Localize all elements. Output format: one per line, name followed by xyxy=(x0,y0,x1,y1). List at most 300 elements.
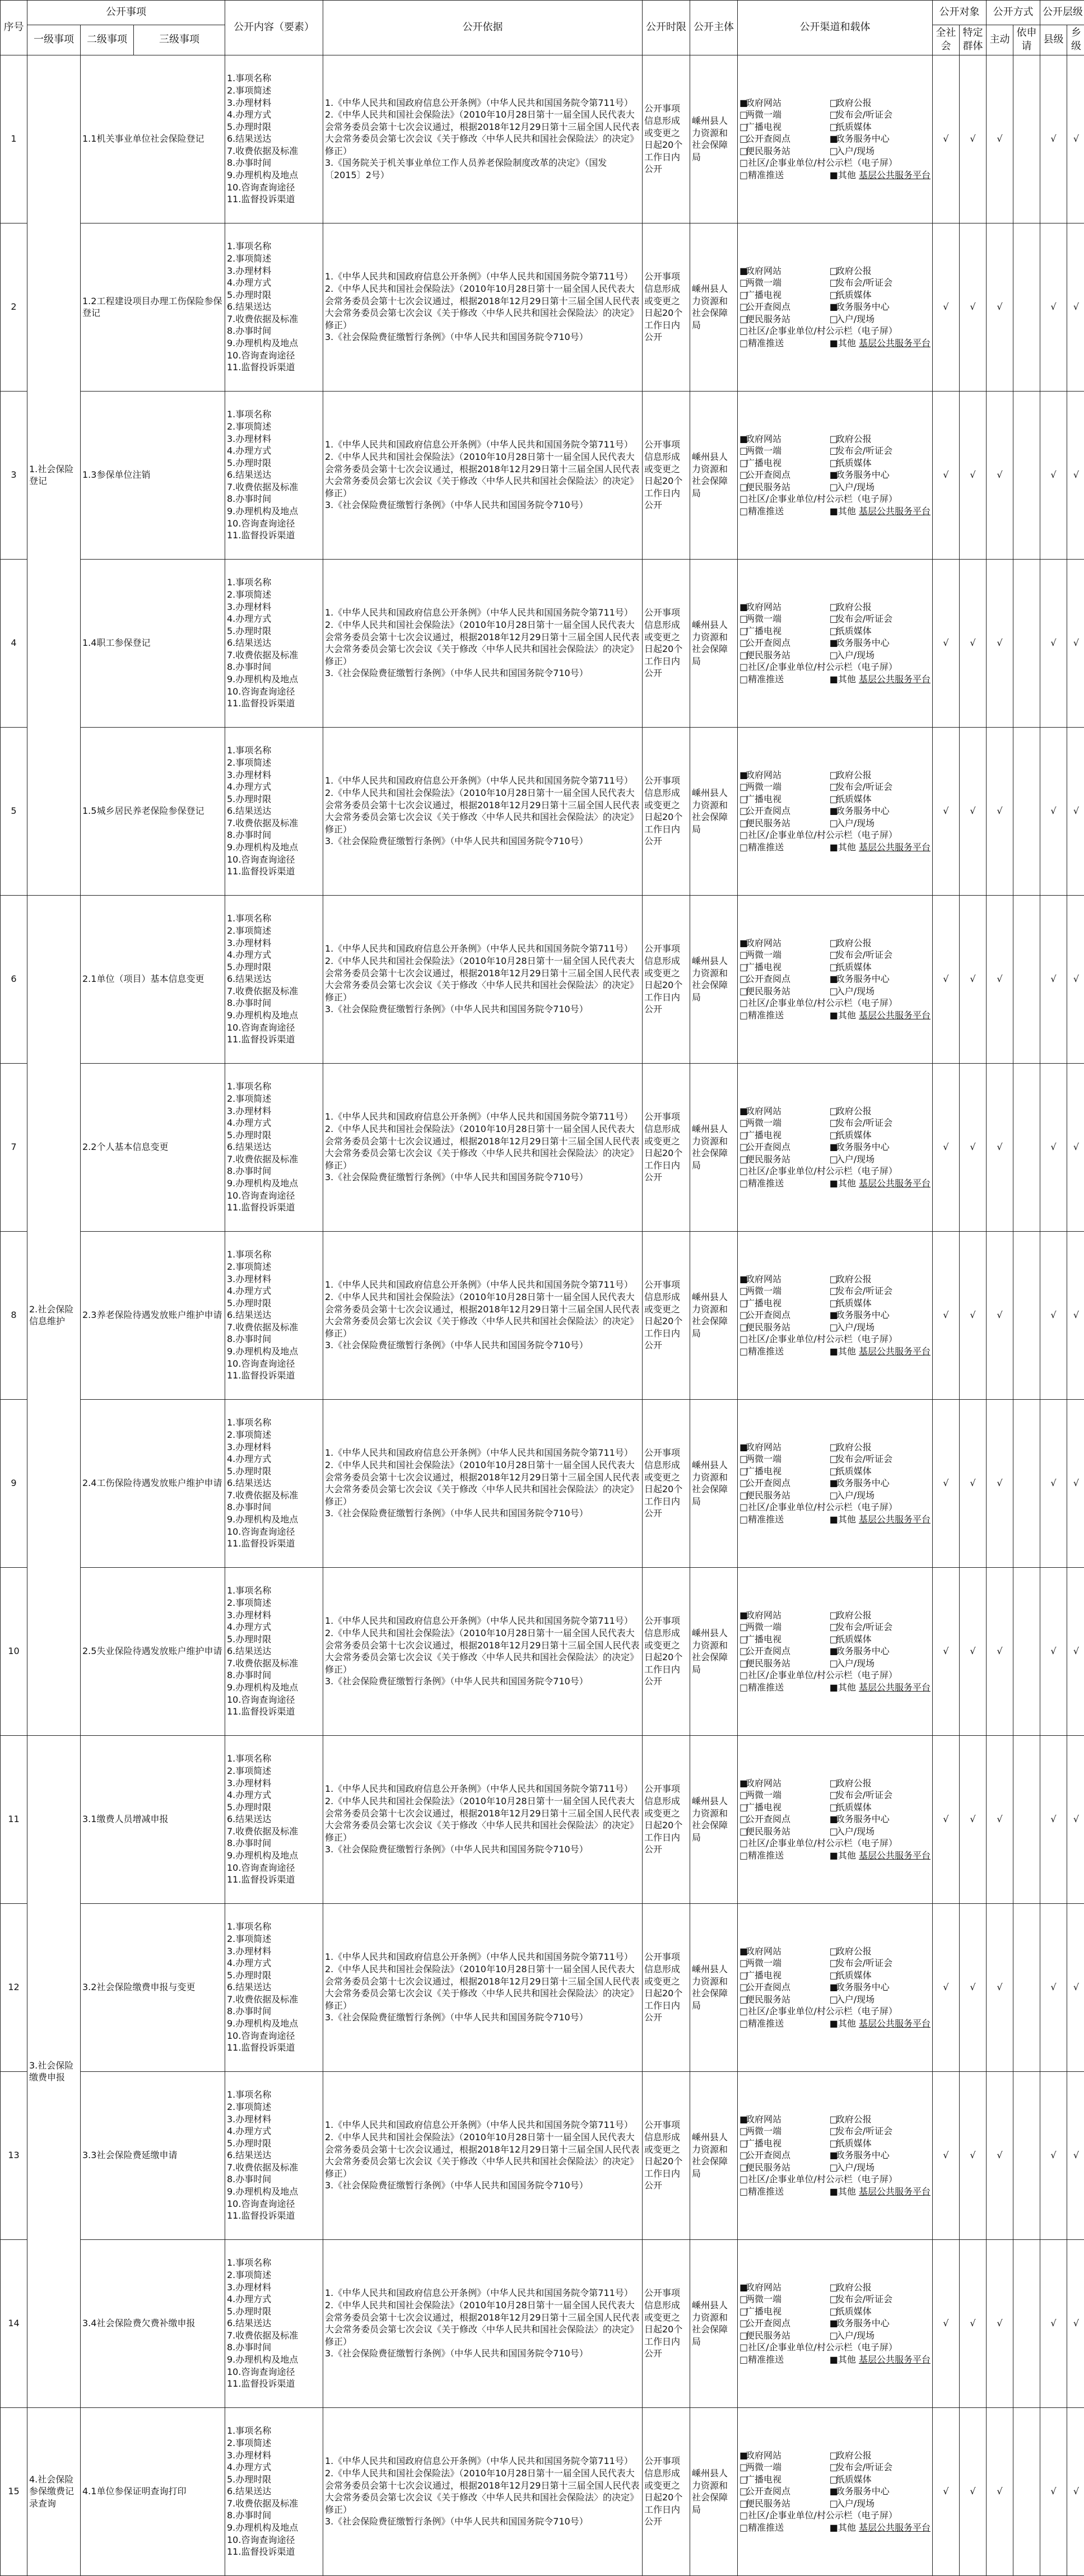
channel-label: 政务服务中心 xyxy=(836,1310,890,1320)
table-row xyxy=(1,55,1084,223)
basis-text xyxy=(323,1231,643,1399)
channel-option xyxy=(739,973,829,985)
disclosure-subject: 嵊州县人力资源和社会保障局 xyxy=(690,727,738,895)
content-item: 8.办事时间 xyxy=(227,661,321,673)
channel-option xyxy=(739,1309,829,1321)
basis-item: 3.《社会保险费征缴暂行条例》（中华人民共和国国务院令710号） xyxy=(325,2516,640,2528)
basis-item: 1.《中华人民共和国政府信息公开条例》（中华人民共和国国务院令第711号） xyxy=(325,2119,640,2131)
content-item: 7.收费依据及标准 xyxy=(227,817,321,830)
channel-option xyxy=(830,2305,931,2318)
channel-community: □社区/企事业单位/村公示栏（电子屏） xyxy=(739,829,931,841)
channel-option xyxy=(830,301,931,313)
checkbox-icon: ■ xyxy=(739,2113,746,2126)
channel-option xyxy=(830,2473,931,2486)
content-item: 10.咨询查询途径 xyxy=(227,1862,321,1874)
disclosure-channels xyxy=(738,223,933,391)
channel-label: 发布会/听证会 xyxy=(836,1790,892,1800)
channel-other xyxy=(830,2186,931,2198)
level1-matter: 4.社会保险参保缴费记录查询 xyxy=(27,2407,81,2575)
checkbox-icon: □ xyxy=(830,769,836,781)
checkbox-icon: ■ xyxy=(830,1645,836,1657)
channel-option xyxy=(830,961,931,973)
channel-grid xyxy=(739,97,931,181)
channel-community: □社区/企事业单位/村公示栏（电子屏） xyxy=(739,2509,931,2522)
basis-item: 2.《中华人民共和国社会保险法》（2010年10月28日第十一届全国人民代表大会常务委员会第十七次会议通过，根据2018年12月29日第十三届全国人民代表大会常务委员会第七次会议《关于修改〈中华人民共和国社会保险法〉的决定》修正） xyxy=(325,1459,640,1507)
channel-option xyxy=(830,1477,931,1489)
content-item: 5.办理时限 xyxy=(227,961,321,973)
channel-option xyxy=(739,97,829,109)
basis-item: 3.《国务院关于机关事业单位工作人员养老保险制度改革的决定》（国发〔2015〕2号） xyxy=(325,157,640,181)
content-item: 10.咨询查询途径 xyxy=(227,518,321,530)
content-item: 7.收费依据及标准 xyxy=(227,985,321,998)
channel-label: 政务服务中心 xyxy=(836,133,890,144)
channel-option xyxy=(830,637,931,649)
basis-item: 2.《中华人民共和国社会保险法》（2010年10月28日第十一届全国人民代表大会常务委员会第十七次会议通过，根据2018年12月29日第十三届全国人民代表大会常务委员会第七次会议《关于修改〈中华人民共和国社会保险法〉的决定》修正） xyxy=(325,619,640,667)
channel-option xyxy=(739,2281,829,2294)
checkbox-icon: □ xyxy=(739,1309,746,1321)
basis-item: 3.《社会保险费征缴暂行条例》（中华人民共和国国务院令710号） xyxy=(325,1675,640,1688)
check-specific-group: √ xyxy=(960,223,987,391)
check-all-society: √ xyxy=(933,1399,960,1567)
content-item: 6.结果送达 xyxy=(227,301,321,313)
check-county: √ xyxy=(1040,223,1067,391)
checkbox-icon: □ xyxy=(739,817,746,830)
checkbox-icon: □ xyxy=(830,1297,836,1310)
header-time: 公开时限 xyxy=(643,1,690,55)
channel-push: □精准推送 xyxy=(739,2354,829,2366)
content-item: 11.监督投诉渠道 xyxy=(227,361,321,374)
basis-item: 3.《社会保险费征缴暂行条例》（中华人民共和国国务院令710号） xyxy=(325,1507,640,1520)
content-item: 2.事项简述 xyxy=(227,925,321,937)
channel-label: 公开查阅点 xyxy=(746,1646,790,1656)
channel-label: 政务服务中心 xyxy=(836,2150,890,2160)
channel-label: 公开查阅点 xyxy=(746,2318,790,2328)
disclosure-channels xyxy=(738,2407,933,2575)
channel-label: 纸质媒体 xyxy=(836,458,872,468)
channel-option xyxy=(830,2449,931,2462)
checkbox-icon: □ xyxy=(739,2149,746,2162)
channel-option xyxy=(830,1153,931,1166)
content-item: 10.咨询查询途径 xyxy=(227,1022,321,1034)
checkbox-icon: □ xyxy=(739,1993,746,2006)
header-channels: 公开渠道和载体 xyxy=(738,1,933,55)
basis-item: 1.《中华人民共和国政府信息公开条例》（中华人民共和国国务院令第711号） xyxy=(325,97,640,109)
channel-option xyxy=(830,2293,931,2305)
checkbox-icon: □ xyxy=(830,109,836,121)
channel-other-label: 基层公共服务平台 xyxy=(859,2018,931,2029)
checkbox-icon: ■ xyxy=(739,1441,746,1454)
table-row xyxy=(1,391,1084,559)
channel-label: 发布会/听证会 xyxy=(836,1958,892,1968)
table-row xyxy=(1,2407,1084,2575)
channel-label: 便民服务站 xyxy=(746,1154,790,1164)
content-item: 2.事项简述 xyxy=(227,421,321,433)
disclosure-subject: 嵊州县人力资源和社会保障局 xyxy=(690,2071,738,2239)
content-item: 1.事项名称 xyxy=(227,744,321,757)
channel-option xyxy=(739,1957,829,1969)
content-item: 5.办理时限 xyxy=(227,1969,321,1982)
header-level2: 二级事项 xyxy=(81,25,134,55)
channel-option xyxy=(830,2137,931,2150)
channel-option xyxy=(830,1633,931,1646)
level2-matter: 2.5失业保险待遇发放账户维护申请 xyxy=(81,1567,225,1735)
row-seq: 9 xyxy=(1,1399,27,1567)
content-item: 4.办理方式 xyxy=(227,277,321,289)
checkbox-icon: □ xyxy=(830,433,836,445)
channel-grid xyxy=(739,601,931,686)
check-active: √ xyxy=(987,1231,1013,1399)
content-item: 11.监督投诉渠道 xyxy=(227,697,321,710)
channel-push: □精准推送 xyxy=(739,1345,829,1358)
checkbox-icon: □ xyxy=(830,2113,836,2126)
channel-option xyxy=(739,1777,829,1790)
channel-push: □精准推送 xyxy=(739,673,829,686)
checkbox-icon: □ xyxy=(830,145,836,157)
content-item: 3.办理材料 xyxy=(227,1609,321,1622)
checkbox-icon: □ xyxy=(830,1789,836,1801)
content-item: 7.收费依据及标准 xyxy=(227,313,321,325)
channel-label: 便民服务站 xyxy=(746,314,790,324)
content-item: 4.办理方式 xyxy=(227,781,321,793)
checkbox-icon: □ xyxy=(830,1153,836,1166)
channel-other xyxy=(830,673,931,686)
channel-option xyxy=(830,649,931,662)
channel-label: 广播电视 xyxy=(746,1970,781,1981)
channel-option xyxy=(830,1813,931,1825)
checkbox-icon: □ xyxy=(739,133,746,145)
checkbox-icon: □ xyxy=(830,2162,836,2174)
basis-text xyxy=(323,1735,643,1903)
content-item: 4.办理方式 xyxy=(227,2461,321,2473)
row-seq: 4 xyxy=(1,559,27,727)
content-item: 8.办事时间 xyxy=(227,1501,321,1513)
basis-text xyxy=(323,895,643,1063)
checkbox-icon: □ xyxy=(739,1645,746,1657)
level2-matter: 2.4工伤保险待遇发放账户维护申请 xyxy=(81,1399,225,1567)
channel-label: 两微一端 xyxy=(746,1117,781,1128)
checkbox-icon: □ xyxy=(830,2330,836,2342)
channel-label: 便民服务站 xyxy=(746,818,790,828)
level2-matter: 2.1单位（项目）基本信息变更 xyxy=(81,895,225,1063)
content-item: 7.收费依据及标准 xyxy=(227,481,321,493)
check-county: √ xyxy=(1040,1567,1067,1735)
checkbox-icon: □ xyxy=(830,1105,836,1117)
checkbox-icon: □ xyxy=(739,1465,746,1478)
channel-option xyxy=(739,1945,829,1958)
checkbox-icon: □ xyxy=(739,649,746,662)
channel-label: 政府网站 xyxy=(746,602,781,612)
content-item: 4.办理方式 xyxy=(227,2293,321,2305)
checkbox-icon: □ xyxy=(830,1621,836,1633)
content-item: 4.办理方式 xyxy=(227,1789,321,1801)
checkbox-icon: □ xyxy=(830,649,836,662)
channel-label: 公开查阅点 xyxy=(746,1814,790,1824)
checkbox-icon: ■ xyxy=(739,1777,746,1790)
checkbox-icon: □ xyxy=(830,2498,836,2510)
channel-label: 发布会/听证会 xyxy=(836,781,892,792)
channel-label: 发布会/听证会 xyxy=(836,1285,892,1296)
checkbox-icon: ■ xyxy=(739,1273,746,1285)
content-item: 11.监督投诉渠道 xyxy=(227,529,321,542)
channel-label: 纸质媒体 xyxy=(836,1466,872,1476)
content-item: 3.办理材料 xyxy=(227,769,321,781)
check-on-request xyxy=(1013,2071,1040,2239)
channel-option xyxy=(830,121,931,133)
basis-item: 3.《社会保险费征缴暂行条例》（中华人民共和国国务院令710号） xyxy=(325,1171,640,1184)
content-item: 6.结果送达 xyxy=(227,2149,321,2162)
channel-label: 政府网站 xyxy=(746,938,781,948)
check-county: √ xyxy=(1040,55,1067,223)
check-township: √ xyxy=(1067,223,1084,391)
content-item: 3.办理材料 xyxy=(227,937,321,949)
channel-option xyxy=(830,289,931,301)
check-specific-group: √ xyxy=(960,1063,987,1231)
disclosure-subject: 嵊州县人力资源和社会保障局 xyxy=(690,895,738,1063)
channel-option xyxy=(739,2125,829,2137)
check-specific-group: √ xyxy=(960,727,987,895)
channel-option xyxy=(739,1969,829,1982)
table-body xyxy=(1,55,1084,2575)
channel-option xyxy=(739,2485,829,2498)
check-township: √ xyxy=(1067,1399,1084,1567)
checkbox-icon: □ xyxy=(830,1777,836,1790)
channel-label: 入户/现场 xyxy=(836,986,874,996)
basis-item: 2.《中华人民共和国社会保险法》（2010年10月28日第十一届全国人民代表大会常务委员会第十七次会议通过，根据2018年12月29日第十三届全国人民代表大会常务委员会第七次会议《关于修改〈中华人民共和国社会保险法〉的决定》修正） xyxy=(325,955,640,1003)
channel-other-prefix: ■其他 xyxy=(830,338,856,348)
level2-matter: 1.1机关事业单位社会保险登记 xyxy=(81,55,225,223)
table-row xyxy=(1,1399,1084,1567)
basis-item: 1.《中华人民共和国政府信息公开条例》（中华人民共和国国务院令第711号） xyxy=(325,943,640,955)
channel-label: 两微一端 xyxy=(746,949,781,960)
checkbox-icon: □ xyxy=(739,1285,746,1297)
content-item: 9.办理机构及地点 xyxy=(227,2522,321,2534)
channel-option xyxy=(830,1489,931,1502)
check-county: √ xyxy=(1040,1399,1067,1567)
checkbox-icon: □ xyxy=(739,2293,746,2305)
channel-option xyxy=(739,1993,829,2006)
basis-text xyxy=(323,2407,643,2575)
content-item: 6.结果送达 xyxy=(227,2485,321,2498)
check-active: √ xyxy=(987,391,1013,559)
channel-label: 纸质媒体 xyxy=(836,2474,872,2485)
disclosure-channels xyxy=(738,55,933,223)
channel-option xyxy=(739,1477,829,1489)
checkbox-icon: □ xyxy=(830,1117,836,1129)
content-item: 9.办理机构及地点 xyxy=(227,1009,321,1022)
channel-label: 公开查阅点 xyxy=(746,1142,790,1152)
disclosure-channels xyxy=(738,1231,933,1399)
checkbox-icon: ■ xyxy=(830,973,836,985)
channel-label: 公开查阅点 xyxy=(746,469,790,480)
channel-label: 入户/现场 xyxy=(836,1322,874,1333)
channel-label: 广播电视 xyxy=(746,1130,781,1140)
content-item: 1.事项名称 xyxy=(227,912,321,925)
checkbox-icon: □ xyxy=(739,1153,746,1166)
channel-label: 政府公报 xyxy=(836,1778,872,1788)
channel-community: □社区/企事业单位/村公示栏（电子屏） xyxy=(739,1837,931,1850)
checkbox-icon: □ xyxy=(739,1621,746,1633)
channel-other-label: 基层公共服务平台 xyxy=(859,506,931,516)
checkbox-icon: □ xyxy=(830,445,836,457)
content-item: 6.结果送达 xyxy=(227,637,321,649)
check-active: √ xyxy=(987,1399,1013,1567)
checkbox-icon: □ xyxy=(739,301,746,313)
channel-other xyxy=(830,2354,931,2366)
checkbox-icon: ■ xyxy=(830,805,836,817)
disclosure-channels xyxy=(738,1567,933,1735)
channel-option xyxy=(830,601,931,613)
content-item: 2.事项简述 xyxy=(227,757,321,769)
channel-option xyxy=(739,1645,829,1657)
content-item: 2.事项简述 xyxy=(227,253,321,265)
channel-other-prefix: ■其他 xyxy=(830,1850,856,1861)
check-on-request xyxy=(1013,1399,1040,1567)
content-item: 11.监督投诉渠道 xyxy=(227,1706,321,1718)
disclosure-time: 公开事项信息形成或变更之日起20个工作日内公开 xyxy=(643,391,690,559)
content-item: 7.收费依据及标准 xyxy=(227,1489,321,1502)
checkbox-icon: □ xyxy=(739,2317,746,2330)
disclosure-time: 公开事项信息形成或变更之日起20个工作日内公开 xyxy=(643,2407,690,2575)
content-item: 11.监督投诉渠道 xyxy=(227,2210,321,2222)
content-item: 3.办理材料 xyxy=(227,1777,321,1790)
checkbox-icon: □ xyxy=(739,1825,746,1838)
channel-label: 政府网站 xyxy=(746,265,781,276)
channel-grid xyxy=(739,1273,931,1358)
channel-label: 发布会/听证会 xyxy=(836,613,892,624)
content-item: 4.办理方式 xyxy=(227,613,321,625)
channel-option xyxy=(739,2473,829,2486)
header-method-apply: 依申请 xyxy=(1013,25,1040,55)
check-county: √ xyxy=(1040,895,1067,1063)
channel-option xyxy=(739,769,829,781)
channel-label: 广播电视 xyxy=(746,2474,781,2485)
content-item: 8.办事时间 xyxy=(227,1165,321,1177)
disclosure-subject: 嵊州县人力资源和社会保障局 xyxy=(690,2239,738,2407)
level2-matter: 1.2工程建设项目办理工伤保险参保登记 xyxy=(81,223,225,391)
checkbox-icon: □ xyxy=(739,949,746,961)
channel-label: 便民服务站 xyxy=(746,1994,790,2005)
check-active: √ xyxy=(987,1567,1013,1735)
channel-label: 入户/现场 xyxy=(836,818,874,828)
channel-option xyxy=(830,1453,931,1465)
check-all-society: √ xyxy=(933,1735,960,1903)
check-on-request xyxy=(1013,2407,1040,2575)
content-item: 9.办理机构及地点 xyxy=(227,2186,321,2198)
disclosure-time: 公开事项信息形成或变更之日起20个工作日内公开 xyxy=(643,1231,690,1399)
content-item: 1.事项名称 xyxy=(227,72,321,85)
channel-grid xyxy=(739,1105,931,1190)
content-item: 4.办理方式 xyxy=(227,949,321,961)
content-items xyxy=(225,223,323,391)
channel-option xyxy=(830,1297,931,1310)
table-row xyxy=(1,1231,1084,1399)
channel-label: 公开查阅点 xyxy=(746,2486,790,2496)
channel-grid xyxy=(739,2113,931,2198)
checkbox-icon: □ xyxy=(739,277,746,289)
channel-label: 纸质媒体 xyxy=(836,1130,872,1140)
channel-community: □社区/企事业单位/村公示栏（电子屏） xyxy=(739,157,931,169)
check-specific-group: √ xyxy=(960,1735,987,1903)
channel-label: 纸质媒体 xyxy=(836,962,872,972)
disclosure-time: 公开事项信息形成或变更之日起20个工作日内公开 xyxy=(643,1903,690,2071)
content-item: 8.办事时间 xyxy=(227,2341,321,2354)
channel-option xyxy=(830,781,931,793)
channel-option xyxy=(739,445,829,457)
basis-item: 3.《社会保险费征缴暂行条例》（中华人民共和国国务院令710号） xyxy=(325,1843,640,1856)
channel-option xyxy=(830,1801,931,1814)
channel-label: 入户/现场 xyxy=(836,146,874,156)
channel-option xyxy=(830,1285,931,1297)
checkbox-icon: □ xyxy=(739,1969,746,1982)
content-item: 3.办理材料 xyxy=(227,1273,321,1285)
channel-grid xyxy=(739,937,931,1022)
disclosure-subject: 嵊州县人力资源和社会保障局 xyxy=(690,1399,738,1567)
channel-label: 入户/现场 xyxy=(836,314,874,324)
checkbox-icon: ■ xyxy=(830,2317,836,2330)
checkbox-icon: □ xyxy=(830,1633,836,1646)
channel-label: 两微一端 xyxy=(746,1790,781,1800)
content-item: 3.办理材料 xyxy=(227,1105,321,1117)
basis-item: 1.《中华人民共和国政府信息公开条例》（中华人民共和国国务院令第711号） xyxy=(325,271,640,283)
level1-matter: 1.社会保险登记 xyxy=(27,55,81,895)
channel-label: 纸质媒体 xyxy=(836,2138,872,2149)
channel-other-prefix: ■其他 xyxy=(830,1178,856,1189)
channel-option xyxy=(739,961,829,973)
basis-item: 3.《社会保险费征缴暂行条例》（中华人民共和国国务院令710号） xyxy=(325,2179,640,2192)
channel-option xyxy=(739,2137,829,2150)
checkbox-icon: □ xyxy=(739,1981,746,1993)
content-item: 8.办事时间 xyxy=(227,157,321,169)
header-content: 公开内容（要素） xyxy=(225,1,323,55)
channel-label: 政府公报 xyxy=(836,1442,872,1452)
channel-label: 广播电视 xyxy=(746,2138,781,2149)
content-item: 2.事项简述 xyxy=(227,85,321,97)
channel-option xyxy=(830,1945,931,1958)
header-target: 公开对象 xyxy=(933,1,987,25)
channel-option xyxy=(830,277,931,289)
basis-item: 2.《中华人民共和国社会保险法》（2010年10月28日第十一届全国人民代表大会常务委员会第十七次会议通过，根据2018年12月29日第十三届全国人民代表大会常务委员会第七次会议《关于修改〈中华人民共和国社会保险法〉的决定》修正） xyxy=(325,787,640,835)
channel-label: 便民服务站 xyxy=(746,482,790,492)
check-county: √ xyxy=(1040,1903,1067,2071)
channel-label: 便民服务站 xyxy=(746,986,790,996)
basis-item: 1.《中华人民共和国政府信息公开条例》（中华人民共和国国务院令第711号） xyxy=(325,439,640,451)
check-township: √ xyxy=(1067,2239,1084,2407)
check-on-request xyxy=(1013,559,1040,727)
content-item: 6.结果送达 xyxy=(227,133,321,145)
checkbox-icon: □ xyxy=(739,469,746,481)
checkbox-icon: ■ xyxy=(830,133,836,145)
basis-item: 2.《中华人民共和国社会保险法》（2010年10月28日第十一届全国人民代表大会常务委员会第十七次会议通过，根据2018年12月29日第十三届全国人民代表大会常务委员会第七次会议《关于修改〈中华人民共和国社会保险法〉的决定》修正） xyxy=(325,2131,640,2179)
channel-option xyxy=(830,793,931,805)
content-items xyxy=(225,1231,323,1399)
checkbox-icon: □ xyxy=(739,1633,746,1646)
channel-option xyxy=(739,1453,829,1465)
disclosure-subject: 嵊州县人力资源和社会保障局 xyxy=(690,2407,738,2575)
check-township: √ xyxy=(1067,1231,1084,1399)
basis-item: 2.《中华人民共和国社会保险法》（2010年10月28日第十一届全国人民代表大会常务委员会第十七次会议通过，根据2018年12月29日第十三届全国人民代表大会常务委员会第七次会议《关于修改〈中华人民共和国社会保险法〉的决定》修正） xyxy=(325,1795,640,1843)
channel-label: 政府公报 xyxy=(836,2450,872,2461)
channel-other-label: 基层公共服务平台 xyxy=(859,674,931,684)
basis-item: 3.《社会保险费征缴暂行条例》（中华人民共和国国务院令710号） xyxy=(325,2347,640,2360)
content-item: 5.办理时限 xyxy=(227,2473,321,2486)
channel-label: 发布会/听证会 xyxy=(836,1622,892,1632)
channel-option xyxy=(739,805,829,817)
check-on-request xyxy=(1013,1231,1040,1399)
channel-option xyxy=(739,601,829,613)
header-target-specific: 特定群体 xyxy=(960,25,987,55)
channel-label: 便民服务站 xyxy=(746,2330,790,2341)
content-item: 1.事项名称 xyxy=(227,1585,321,1597)
